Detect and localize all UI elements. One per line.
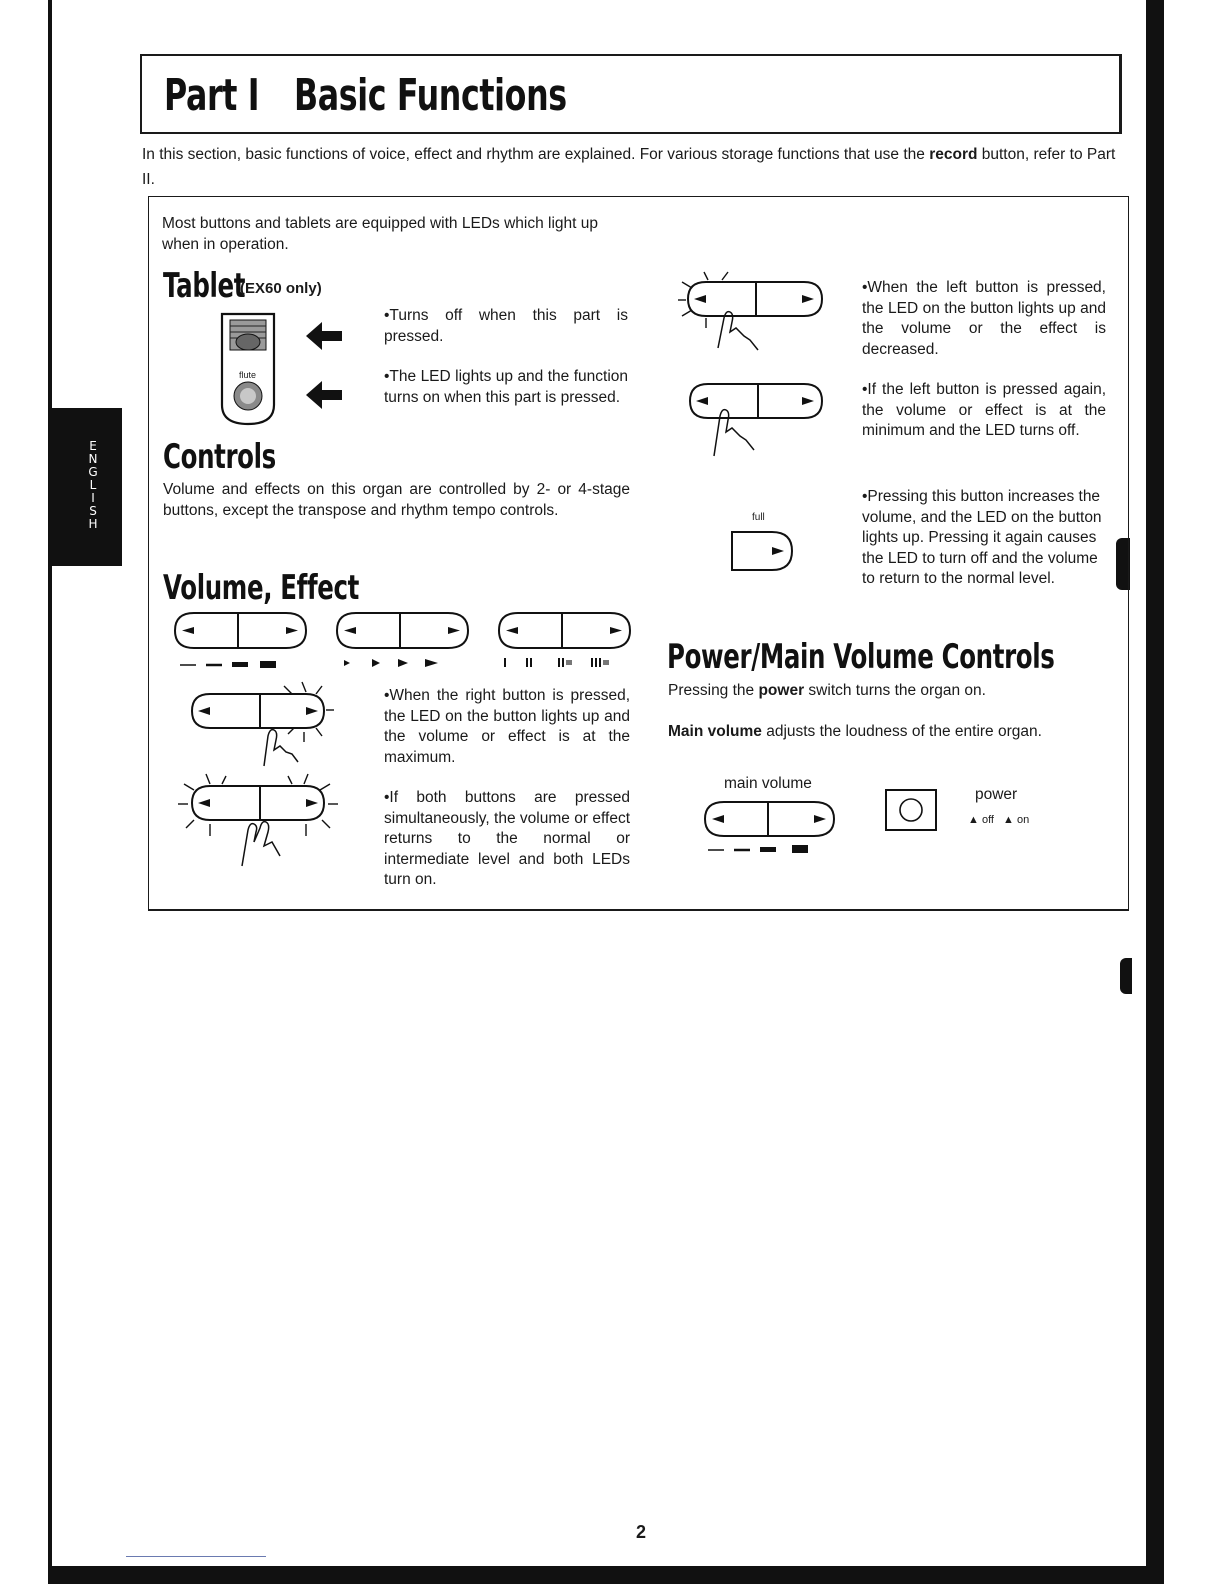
language-tab-label: ENGLISH <box>88 439 98 531</box>
tablet-illustration <box>218 310 358 430</box>
button-pair-bars <box>499 613 630 667</box>
intro-record-word: record <box>929 146 978 163</box>
on-label: on <box>1017 814 1030 826</box>
main-volume-buttons <box>700 798 840 858</box>
page-edge-bottom <box>48 1566 1164 1584</box>
arrow-left-icon <box>306 381 342 409</box>
language-tab <box>52 408 122 566</box>
both-press-illustration <box>176 770 346 870</box>
intro-text-end: button, refer to Part II. <box>142 146 1116 188</box>
stage-buttons-illustration <box>170 608 640 670</box>
main-volume-text <box>668 722 1108 743</box>
main-volume-word: Main volume <box>668 723 762 740</box>
tablet-label: flute <box>239 370 257 380</box>
both-buttons-bullet: •If both buttons are pressed simultaneously, the volume or effect returns to the normal or intermediate level and both LEDs turn on. <box>384 789 630 888</box>
page-title: Basic Functions <box>294 70 567 121</box>
tablet-heading: Tablet <box>163 266 246 306</box>
tablet-note: (EX60 only) <box>240 280 322 297</box>
controls-text: Volume and effects on this organ are controlled by 2- or 4-stage buttons, except the transpose and rhythm tempo controls. <box>163 481 630 519</box>
off-label: off <box>981 814 994 826</box>
button-pair-2-stage <box>175 613 306 668</box>
part-label: Part I <box>164 70 260 121</box>
power-switch-illustration <box>884 788 940 834</box>
page-edge-right <box>1146 0 1164 1584</box>
scan-mark <box>1120 958 1132 994</box>
box-intro: Most buttons and tablets are equipped with LEDs which light up when in operation. <box>162 215 598 253</box>
power-states <box>968 814 1029 826</box>
tablet-bullet-off: •Turns off when this part is pressed. <box>384 307 628 345</box>
power-text-end: switch turns the organ on. <box>804 682 986 699</box>
left-press-illustration <box>678 270 838 360</box>
power-main-heading: Power/Main Volume Controls <box>667 637 1055 677</box>
title-box <box>140 54 1122 134</box>
full-button-text: •Pressing this button increases the volume, and the LED on the button lights up. Pressing it again causes the LED to turn off and the volume to return to the normal level. <box>862 488 1102 587</box>
left-press-again-illustration <box>686 376 836 466</box>
main-volume-text-end: adjusts the loudness of the entire organ. <box>761 723 1042 740</box>
off-icon: ▲ <box>968 814 979 826</box>
intro-text: In this section, basic functions of voice, effect and rhythm are explained. For various storage functions that use the <box>142 146 930 163</box>
power-text <box>668 681 1108 702</box>
button-pair-arrows <box>337 613 468 667</box>
right-press-illustration <box>184 680 344 770</box>
power-text-start: Pressing the <box>668 682 759 699</box>
right-button-bullet: •When the right button is pressed, the LED on the button lights up and the volume or effect is at the maximum. <box>384 687 630 766</box>
on-icon: ▲ <box>1003 814 1014 826</box>
controls-heading: Controls <box>163 437 276 477</box>
full-button-label: full <box>752 512 765 523</box>
main-volume-label: main volume <box>724 775 812 792</box>
intro-paragraph <box>142 142 1124 192</box>
page-number: 2 <box>636 1522 647 1542</box>
power-label: power <box>975 786 1018 803</box>
scan-line <box>126 1556 266 1557</box>
page-edge-left <box>48 0 52 1584</box>
tablet-bullet-on: •The LED lights up and the function turns on when this part is pressed. <box>384 368 628 406</box>
arrow-left-icon <box>306 322 342 350</box>
left-button-bullet: •When the left button is pressed, the LED on the button lights up and the volume or the effect is decreased. <box>862 279 1106 358</box>
volume-effect-heading: Volume, Effect <box>163 568 359 608</box>
full-button-illustration <box>726 506 806 576</box>
power-word: power <box>758 682 805 699</box>
left-button-again-bullet: •If the left button is pressed again, the volume or effect is at the minimum and the LED turns off. <box>862 381 1106 439</box>
